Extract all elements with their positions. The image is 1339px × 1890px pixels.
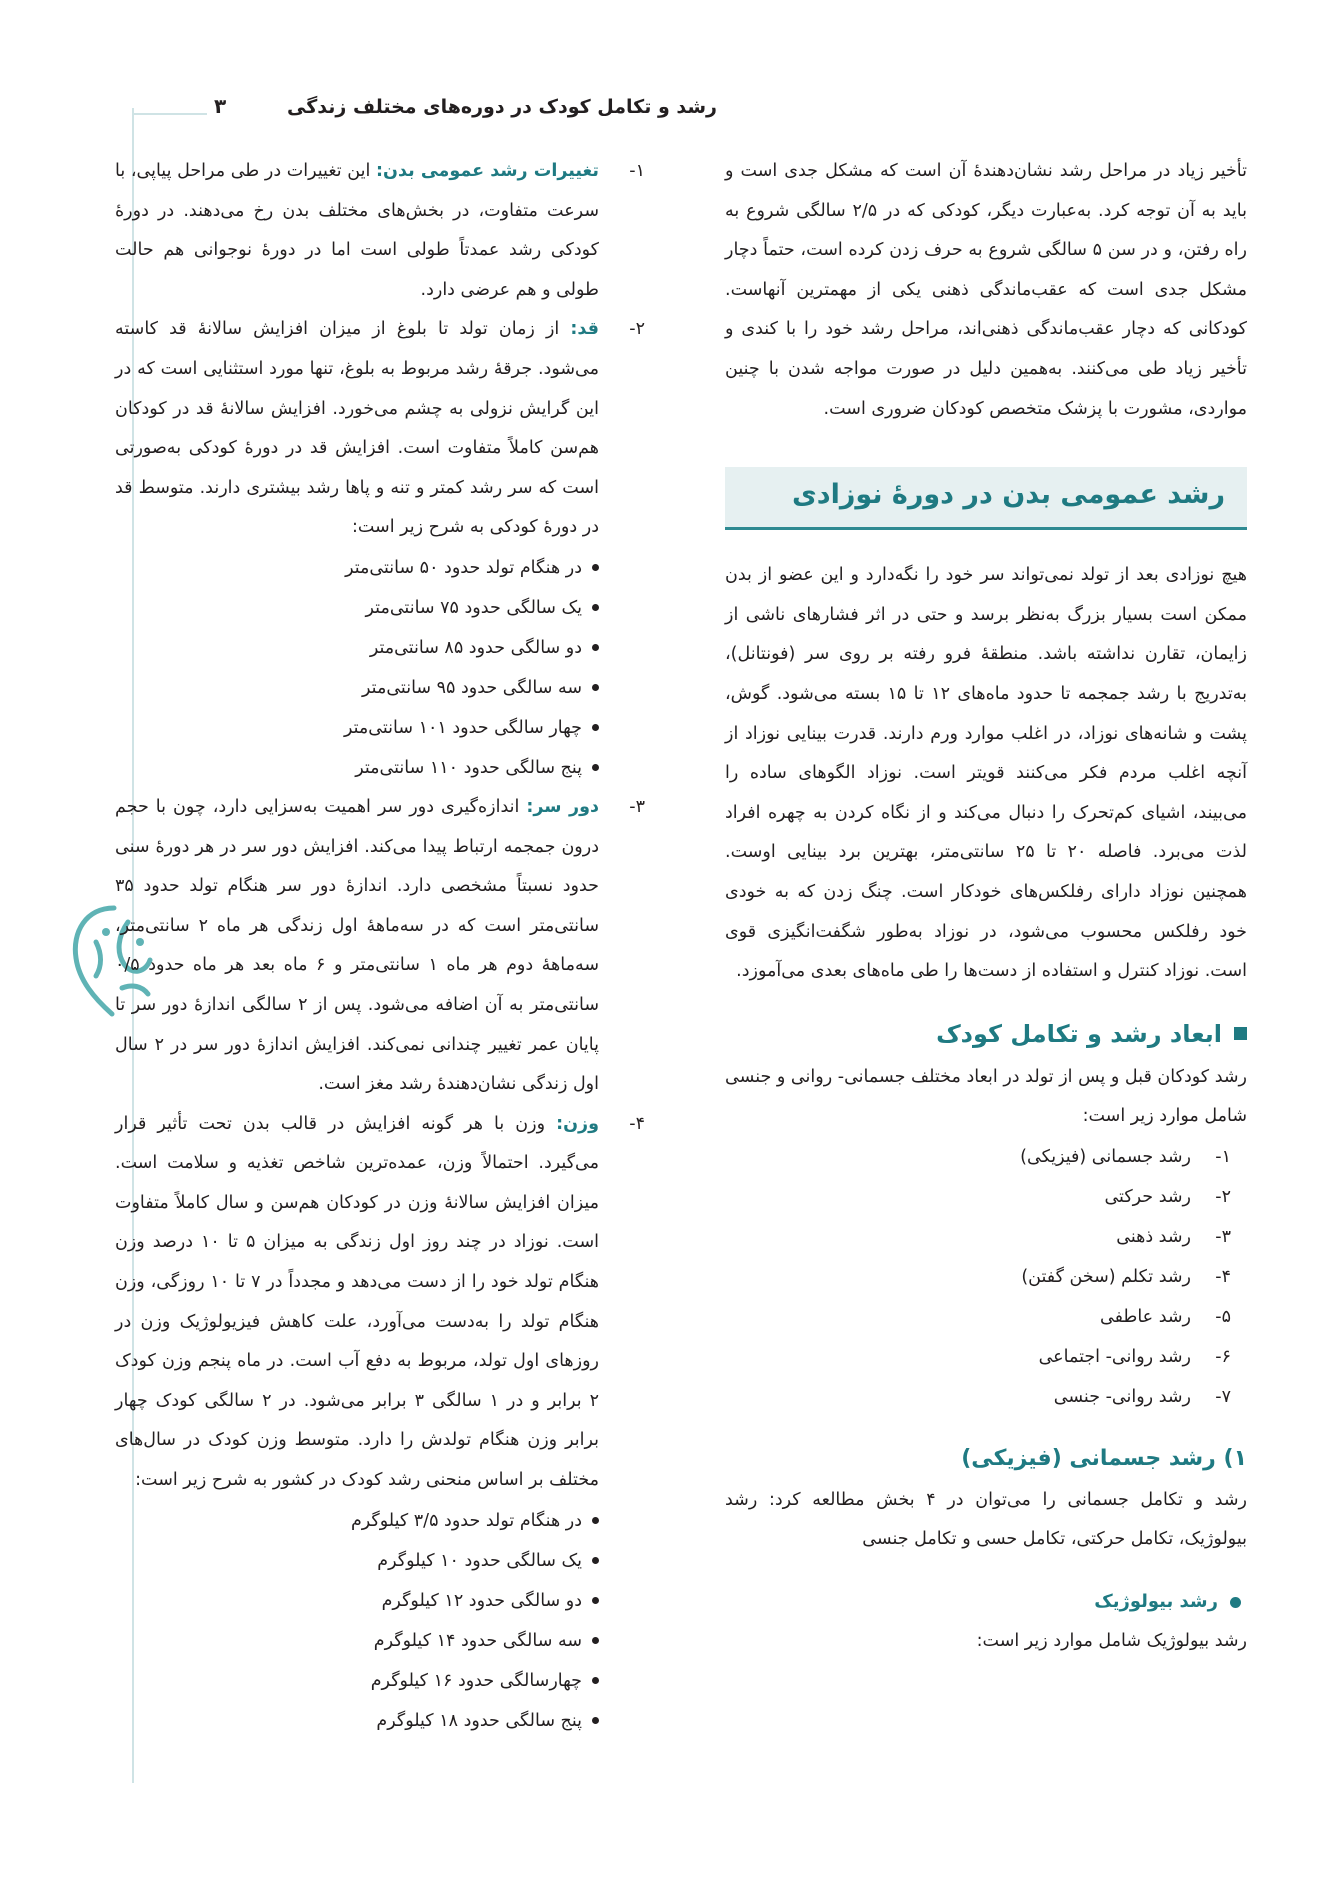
item-lead: تغییرات رشد عمومی بدن:: [376, 161, 599, 181]
dimensions-intro: رشد کودکان قبل و پس از تولد در ابعاد مختلف جسمانی- روانی و جنسی شامل موارد زیر است:: [725, 1066, 1247, 1127]
intro-paragraph: تأخیر زیاد در مراحل رشد نشان‌دهندهٔ آن است که مشکل جدی است و باید به آن توجه کرد. به‌عبارت دیگر، کودکی که در ۲/۵ سالگی شروع به راه رفتن، و در سن ۵ سالگی شروع به حرف زدن کرده است، حتماً دچار مشکل جدی است که عقب‌ماندگی ذهنی یکی از مهمترین آنهاست. کودکانی که دچار عقب‌ماندگی ذهنی‌اند، مراحل رشد خود را با کندی و تأخیر زیاد طی می‌کنند. به‌همین دلیل در صورت مواجه شدن با چنین مواردی، مشورت با پزشک متخصص کودکان ضروری است.: [725, 161, 1248, 419]
running-header-title: رشد و تکامل کودک در دوره‌های مختلف زندگی: [287, 96, 717, 118]
list-item-text: رشد ذهنی: [1116, 1226, 1191, 1247]
item-text: وزن با هر گونه افزایش در قالب بدن تحت تأثیر قرار می‌گیرد. احتمالاً وزن، عمده‌ترین شاخص تغذیه و سلامت است. میزان افزایش سالانهٔ وزن در کودکان هم‌سن و سال کاملاً متفاوت است. نوزاد در چند روز اول زندگی به میزان ۵ تا ۱۰ درصد وزن هنگام تولد خود را از دست می‌دهد و مجدداً در ۷ تا ۱۰ روزگی، وزن هنگام تولد را به‌دست می‌آورد، علت کاهش فیزیولوژیک وزن در روزهای اول تولد، مربوط به دفع آب است. در ماه پنجم وزن کودک ۲ برابر و در ۱ سالگی ۳ برابر می‌شود. در ۲ سالگی کودک چهار برابر وزن هنگام تولدش را دارد. متوسط وزن کودک در سال‌های مختلف بر اساس منحنی رشد کودک در کشور به شرح زیر است:: [115, 1113, 600, 1491]
circle-bullet-icon: [1230, 1597, 1241, 1608]
right-column: [725, 152, 1247, 1662]
numbered-item: [115, 788, 645, 1105]
list-item: [725, 1257, 1231, 1297]
list-item-text: در هنگام تولد حدود ۳/۵ کیلوگرم: [350, 1510, 582, 1531]
bullet-icon: [592, 1717, 599, 1724]
list-item: [115, 1501, 599, 1541]
list-item-text: یک سالگی حدود ۷۵ سانتی‌متر: [365, 597, 582, 618]
list-item: [115, 548, 599, 588]
list-item: [725, 1137, 1231, 1177]
bullet-icon: [592, 604, 599, 611]
list-item: [725, 1377, 1231, 1417]
item-text: این تغییرات در طی مراحل پیاپی، با سرعت متفاوت، در بخش‌های مختلف بدن رخ می‌دهند. در دورهٔ کودکی رشد عمدتاً طولی است اما در دورهٔ نوجوانی هم حالت طولی و هم عرضی دارد.: [115, 161, 599, 300]
list-item-number: ۶-: [1215, 1346, 1231, 1367]
biological-growth-heading: [725, 1582, 1247, 1622]
list-item: [115, 708, 599, 748]
list-item: [115, 628, 599, 668]
item-text: اندازه‌گیری دور سر اهمیت به‌سزایی دارد، چون با حجم درون جمجمه ارتباط پیدا می‌کند. افزایش دور سر در هر دورهٔ سنی حدود نسبتاً مشخصی دارد. اندازهٔ دور سر هنگام تولد حدود ۳۵ سانتی‌متر است که در سه‌ماههٔ اول زندگی هر ماه ۲ سانتی‌متر، سه‌ماههٔ دوم هر ماه ۱ سانتی‌متر و ۶ ماه بعد هر ماه حدود ۰/۵ سانتی‌متر به آن اضافه می‌شود. پس از ۲ سالگی اندازهٔ دور سر تا پایان عمر تغییر چندانی نمی‌کند. افزایش اندازهٔ دور سر در ۲ سال اول زندگی نشان‌دهندهٔ رشد مغز است.: [115, 796, 600, 1095]
item-body: [115, 152, 599, 310]
bullet-icon: [592, 1557, 599, 1564]
biological-growth-heading-text: رشد بیولوژیک: [1094, 1591, 1218, 1613]
list-item-text: سه سالگی حدود ۱۴ کیلوگرم: [373, 1630, 582, 1651]
item-number: ۲-: [629, 319, 645, 340]
list-item: [115, 1621, 599, 1661]
list-item: [115, 748, 599, 788]
list-item-number: ۳-: [1215, 1226, 1231, 1247]
bullet-icon: [592, 724, 599, 731]
list-item-number: ۵-: [1215, 1306, 1231, 1327]
list-item: [115, 1581, 599, 1621]
item-body: [115, 1105, 599, 1501]
page-number: ۳: [214, 94, 227, 118]
list-item: [115, 1661, 599, 1701]
biological-growth-paragraph: رشد بیولوژیک شامل موارد زیر است:: [976, 1631, 1247, 1652]
list-item-text: رشد حرکتی: [1104, 1186, 1191, 1207]
dimensions-heading-text: ابعاد رشد و تکامل کودک: [936, 1019, 1222, 1048]
dimensions-heading: [725, 1014, 1247, 1054]
list-item: [725, 1337, 1231, 1377]
header-rule: [132, 113, 207, 115]
list-item-number: ۱-: [1215, 1146, 1231, 1167]
numbered-item: [115, 310, 645, 548]
list-item: [725, 1297, 1231, 1337]
list-item-text: چهارسالگی حدود ۱۶ کیلوگرم: [370, 1670, 582, 1691]
bullet-icon: [592, 644, 599, 651]
item-number: ۴-: [629, 1113, 645, 1134]
height-list: [115, 548, 645, 788]
list-item-text: رشد تکلم (سخن گفتن): [1021, 1266, 1191, 1287]
list-item-text: سه سالگی حدود ۹۵ سانتی‌متر: [362, 677, 582, 698]
bullet-icon: [592, 1677, 599, 1684]
list-item-text: دو سالگی حدود ۱۲ کیلوگرم: [381, 1590, 582, 1611]
numbered-item: [115, 152, 645, 310]
item-lead: وزن:: [556, 1113, 599, 1134]
weight-list: [115, 1501, 645, 1741]
bullet-icon: [592, 1517, 599, 1524]
list-item-text: رشد جسمانی (فیزیکی): [1020, 1146, 1191, 1167]
list-item-number: ۷-: [1215, 1386, 1231, 1407]
bullet-icon: [592, 1637, 599, 1644]
bullet-icon: [592, 764, 599, 771]
item-number: ۳-: [629, 796, 645, 817]
list-item: [725, 1177, 1231, 1217]
list-item: [115, 1701, 599, 1741]
item-text: از زمان تولد تا بلوغ از میزان افزایش سالانهٔ قد کاسته می‌شود. جرقهٔ رشد مربوط به بلوغ، تنها مورد استثنایی است که در این گرایش نزولی به چشم می‌خورد. افزایش سالانهٔ قد در کودکان هم‌سن کاملاً متفاوت است. افزایش قد در دورهٔ کودکی به‌صورتی است که سر رشد کمتر و تنه و پاها رشد بیشتری دارند. متوسط قد در دورهٔ کودکی به شرح زیر است:: [115, 319, 599, 538]
item-body: [115, 310, 599, 548]
list-item-text: پنج سالگی حدود ۱۸ کیلوگرم: [376, 1710, 582, 1731]
newborn-paragraph: هیچ نوزادی بعد از تولد نمی‌تواند سر خود را نگه‌دارد و این عضو از بدن ممکن است بسیار بزرگ به‌نظر برسد و حتی در اثر فشارهای ناشی از زایمان، تقارن نداشته باشد. منطقهٔ فرو رفته بر روی سر (فونتانل)، به‌تدریج با رشد جمجمه تا حدود ماه‌های ۱۲ تا ۱۵ بسته می‌شود. گوش، پشت و شانه‌های نوزاد، در اغلب موارد ورم دارند. قدرت بینایی نوزاد از آنچه اغلب مردم فکر می‌کنند قویتر است. نوزاد الگوهای ساده را می‌بیند، اشیای کم‌تحرک را دنبال می‌کند و از نگاه کردن به چهره افراد لذت می‌برد. فاصله ۲۰ تا ۲۵ سانتی‌متر، بهترین برد بینایی اوست. همچنین نوزاد دارای رفلکس‌های خودکار است. چنگ زدن که به خودی خود رفلکس محسوب می‌شود، در نوزاد به‌طور شگفت‌انگیزی قوی است. نوزاد کنترل و استفاده از دست‌ها را طی ماه‌های بعدی می‌آموزد.: [725, 565, 1247, 982]
list-item-number: ۲-: [1215, 1186, 1231, 1207]
item-body: [115, 788, 599, 1105]
list-item: [115, 1541, 599, 1581]
bullet-icon: [592, 684, 599, 691]
physical-growth-paragraph: رشد و تکامل جسمانی را می‌توان در ۴ بخش مطالعه کرد: رشد بیولوژیک، تکامل حرکتی، تکامل حسی و تکامل جنسی: [725, 1489, 1247, 1550]
list-item-text: یک سالگی حدود ۱۰ کیلوگرم: [377, 1550, 582, 1571]
bullet-icon: [592, 564, 599, 571]
square-bullet-icon: [1234, 1027, 1247, 1040]
physical-growth-heading: ۱) رشد جسمانی (فیزیکی): [961, 1445, 1247, 1471]
item-lead: قد:: [570, 319, 599, 340]
list-item-text: رشد روانی- جنسی: [1053, 1386, 1191, 1407]
list-item: [115, 668, 599, 708]
list-item-text: چهار سالگی حدود ۱۰۱ سانتی‌متر: [344, 717, 582, 738]
list-item-text: پنج سالگی حدود ۱۱۰ سانتی‌متر: [355, 757, 582, 778]
section-title: رشد عمومی بدن در دورهٔ نوزادی: [725, 467, 1247, 530]
numbered-item: [115, 1105, 645, 1501]
list-item: [725, 1217, 1231, 1257]
list-item-text: رشد روانی- اجتماعی: [1038, 1346, 1191, 1367]
item-lead: دور سر:: [526, 796, 599, 817]
bullet-icon: [592, 1597, 599, 1604]
list-item-text: دو سالگی حدود ۸۵ سانتی‌متر: [369, 637, 582, 658]
dimensions-list: [725, 1137, 1247, 1417]
list-item-text: در هنگام تولد حدود ۵۰ سانتی‌متر: [345, 557, 582, 578]
list-item: [115, 588, 599, 628]
list-item-text: رشد عاطفی: [1099, 1306, 1191, 1327]
left-column: [115, 152, 645, 1741]
list-item-number: ۴-: [1215, 1266, 1231, 1287]
item-number: ۱-: [629, 161, 645, 181]
